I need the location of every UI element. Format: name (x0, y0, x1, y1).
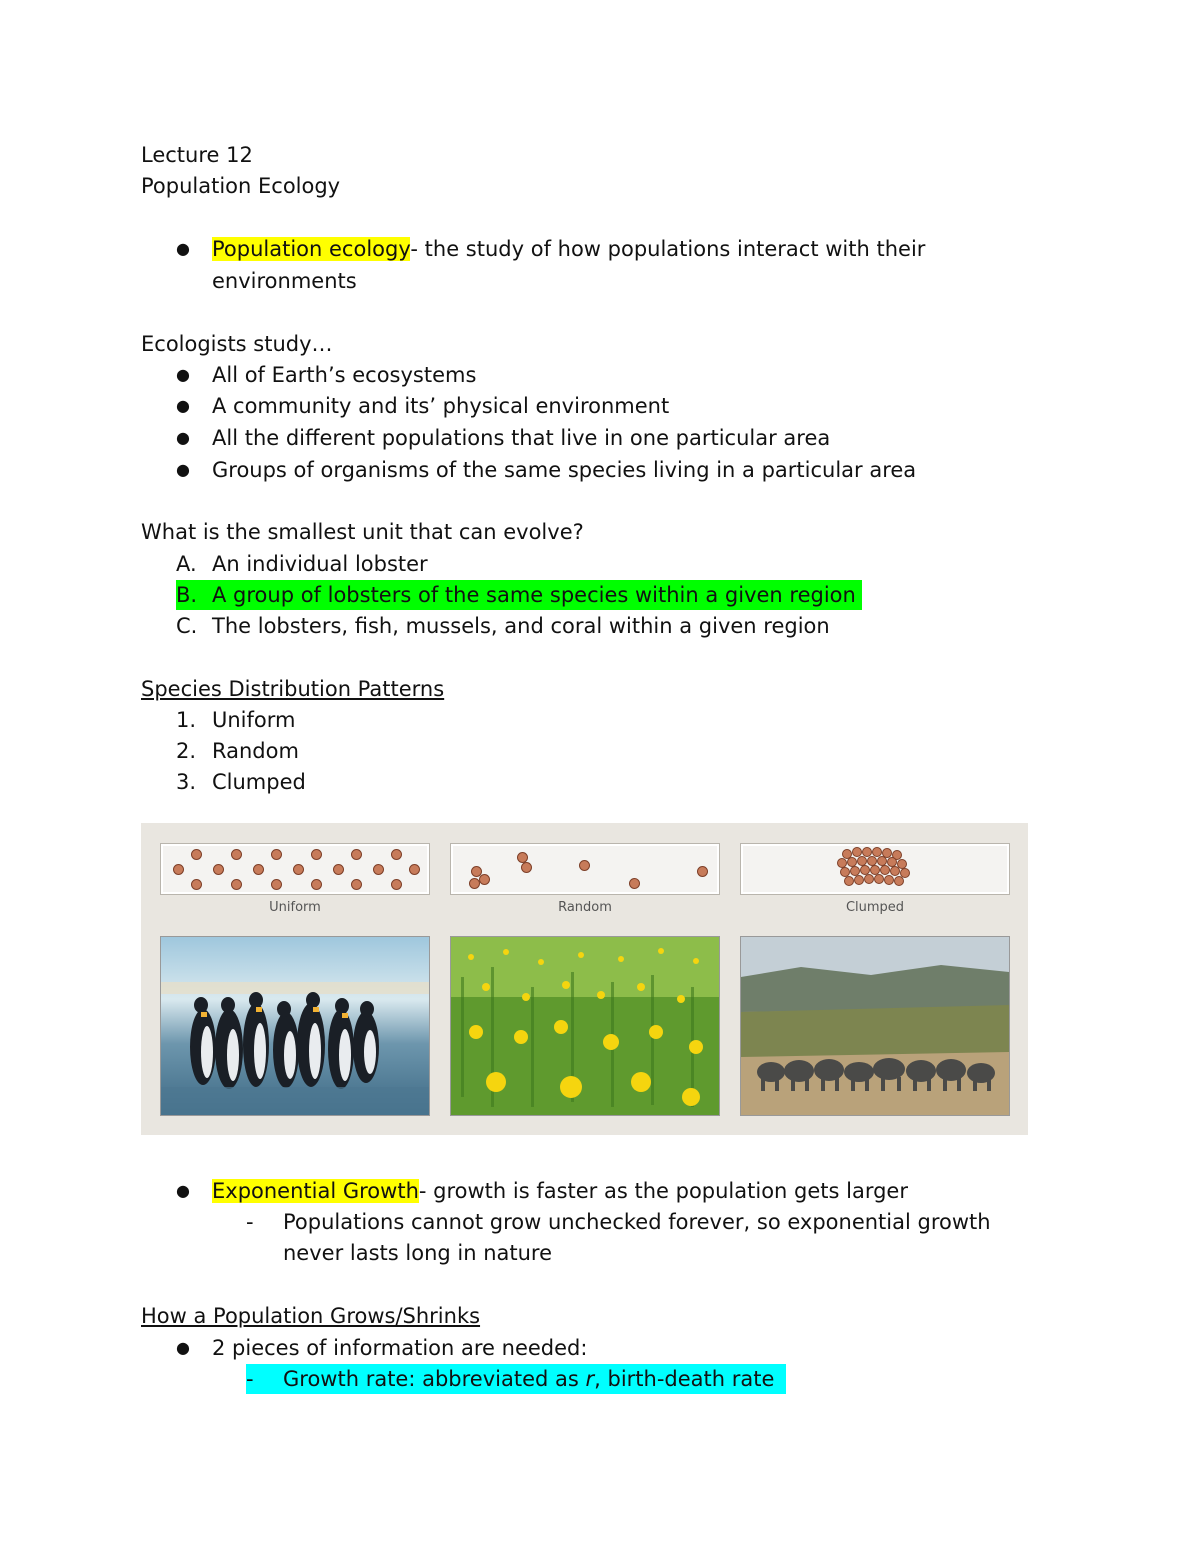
bullet-icon: ● (176, 428, 190, 447)
bullet-icon: ● (176, 239, 190, 258)
bullet-icon: ● (176, 460, 190, 479)
definition-text-cont: environments (212, 269, 357, 293)
sub-item-cont: never lasts long in nature (283, 1241, 553, 1265)
definition-text: - the study of how populations interact with their (410, 237, 926, 261)
exponential-line (212, 1176, 908, 1206)
option-letter: B. (176, 583, 198, 607)
dandelion-photo (450, 936, 720, 1116)
option-text: The lobsters, fish, mussels, and coral within a given region (212, 614, 830, 638)
grows-heading: How a Population Grows/Shrinks (141, 1304, 481, 1328)
clumped-dots (741, 844, 1009, 894)
list-item: Clumped (212, 770, 306, 794)
term-population-ecology: Population ecology (212, 237, 411, 261)
option-text: A group of lobsters of the same species within a given region (212, 583, 856, 607)
elephants-image (741, 937, 1009, 1115)
list-number: 1. (176, 708, 197, 732)
bullet-icon: ● (176, 1181, 190, 1200)
caption-clumped: Clumped (845, 900, 905, 915)
list-item: Uniform (212, 708, 296, 732)
caption-uniform: Uniform (269, 900, 321, 915)
growth-rate-desc: , birth-death rate (594, 1367, 775, 1391)
list-item: 2 pieces of information are needed: (212, 1336, 588, 1360)
list-item: All of Earth’s ecosystems (212, 363, 477, 387)
caption-random: Random (558, 900, 612, 915)
lecture-topic: Population Ecology (141, 174, 341, 198)
growth-rate-symbol: r (585, 1367, 595, 1391)
growth-rate-highlight (246, 1364, 786, 1394)
list-item: A community and its’ physical environment (212, 394, 670, 418)
bullet-icon: ● (176, 1338, 190, 1357)
list-item: Groups of organisms of the same species living in a particular area (212, 458, 917, 482)
uniform-diagram (160, 843, 430, 895)
penguins-image (161, 937, 429, 1115)
list-number: 2. (176, 739, 197, 763)
dandelion-image (451, 937, 719, 1115)
list-item: Random (212, 739, 299, 763)
list-item: All the different populations that live in one particular area (212, 426, 831, 450)
exponential-text: - growth is faster as the population gets larger (418, 1179, 908, 1203)
option-letter: C. (176, 614, 198, 638)
penguins-photo (160, 936, 430, 1116)
random-diagram (450, 843, 720, 895)
list-number: 3. (176, 770, 197, 794)
sub-item: Populations cannot grow unchecked forever, so exponential growth (283, 1210, 991, 1234)
definition-line (212, 234, 925, 264)
option-highlighted (176, 580, 862, 610)
dash-icon: - (246, 1367, 254, 1391)
ecologists-heading: Ecologists study… (141, 332, 333, 356)
growth-rate-label: Growth rate: abbreviated as (283, 1367, 586, 1391)
elephants-photo (740, 936, 1010, 1116)
clumped-diagram (740, 843, 1010, 895)
bullet-icon: ● (176, 396, 190, 415)
option-letter: A. (176, 552, 197, 576)
growth-rate-text (283, 1364, 774, 1394)
question-text: What is the smallest unit that can evolve? (141, 520, 584, 544)
distribution-heading: Species Distribution Patterns (141, 677, 445, 701)
option-text: An individual lobster (212, 552, 428, 576)
bullet-icon: ● (176, 365, 190, 384)
distribution-figure (141, 823, 1028, 1135)
term-exponential-growth: Exponential Growth (212, 1179, 419, 1203)
lecture-title: Lecture 12 (141, 143, 253, 167)
dash-icon: - (246, 1210, 254, 1234)
